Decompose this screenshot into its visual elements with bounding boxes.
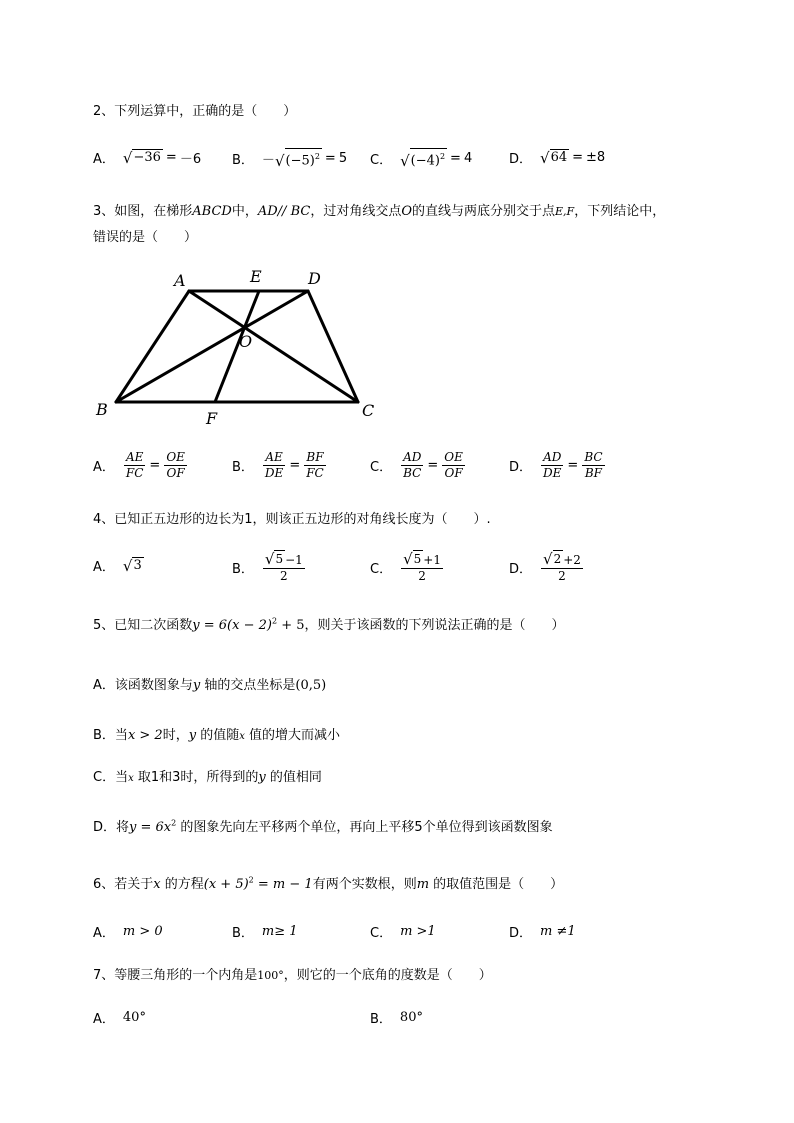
- fraction: [263, 450, 285, 481]
- option-label: A．: [93, 560, 115, 575]
- trapezoid-figure: [93, 262, 393, 428]
- fraction: [401, 450, 423, 481]
- q5-option-c[interactable]: [93, 766, 322, 785]
- equals-sign: =: [324, 151, 336, 167]
- fraction: √ 2 +2 2: [543, 550, 581, 583]
- question-2-stem: 2、下列运算中，正确的是（ ）: [93, 104, 297, 119]
- q4-option-d[interactable]: [509, 550, 584, 584]
- fraction: √ 5 −1 2: [264, 550, 303, 583]
- question-7-stem: [93, 964, 492, 983]
- fraction: [541, 450, 563, 481]
- option-label: A．: [93, 460, 115, 475]
- points-label: E,F: [555, 205, 575, 218]
- denominator: 2: [280, 569, 288, 583]
- sqrt: √ 64: [540, 149, 568, 167]
- exponent: 2: [439, 152, 446, 161]
- stem-text: 中，: [231, 204, 258, 219]
- option-text: 当: [115, 770, 129, 785]
- equals-sign: =: [427, 458, 439, 473]
- equals-sign: =: [289, 458, 301, 473]
- radicand: (−4): [410, 153, 440, 169]
- stem-text: 有两个实数根，则: [312, 877, 417, 892]
- segment-ef: [215, 291, 259, 402]
- denominator: DE: [264, 466, 284, 480]
- question-7-options: [93, 1008, 733, 1042]
- fraction: [442, 450, 465, 481]
- sqrt: √ $(-4)^2$: [400, 148, 447, 169]
- result: ±8: [586, 150, 606, 165]
- question-2-options: [93, 148, 733, 182]
- stem-text: 的方程: [160, 877, 204, 892]
- q4-option-c[interactable]: [370, 550, 444, 584]
- function-expression-tail: + 5: [277, 618, 305, 633]
- option-text: 时，: [162, 728, 189, 743]
- q2-option-c[interactable]: [370, 148, 472, 169]
- radicand: 64: [550, 150, 568, 165]
- exponent: 2: [248, 875, 254, 885]
- option-label: B．: [93, 728, 115, 743]
- option-text: 该函数图象与: [114, 678, 193, 693]
- equation-tail: = m − 1: [253, 877, 313, 892]
- stem-text: 的直线与两底分别交于点: [412, 204, 556, 219]
- denominator: 2: [418, 569, 426, 583]
- stem-text: ，则关于该函数的下列说法正确的是（ ）: [304, 618, 565, 633]
- q5-option-d[interactable]: [93, 816, 553, 835]
- result: 5: [338, 151, 348, 167]
- fraction: [124, 450, 146, 481]
- option-label: C．: [93, 770, 116, 785]
- stem-text: 7、等腰三角形的一个内角是: [93, 968, 258, 983]
- option-label: B．: [232, 926, 254, 941]
- question-6-options: [93, 922, 733, 956]
- numerator: AE: [265, 450, 283, 464]
- option-text: 当: [114, 728, 128, 743]
- option-expression: m >1: [400, 924, 436, 939]
- question-6-stem: [93, 873, 563, 892]
- q2-option-a[interactable]: [93, 148, 201, 167]
- label-a: A: [174, 271, 186, 290]
- numerator: AD: [543, 450, 562, 464]
- side-ab: [116, 291, 189, 402]
- option-label: D．: [509, 926, 533, 941]
- radicand: (−5): [285, 153, 315, 169]
- result: 4: [463, 151, 473, 167]
- equals-sign: =: [567, 458, 579, 473]
- radicand: 5: [275, 552, 284, 566]
- q3-option-a[interactable]: [93, 450, 188, 481]
- denominator: 2: [558, 569, 566, 583]
- sqrt: √ 3: [122, 557, 142, 575]
- option-value: 80°: [399, 1010, 423, 1025]
- stem-text: 的取值范围是（ ）: [429, 877, 564, 892]
- function-expression: y = 6x: [129, 820, 172, 835]
- label-e: E: [250, 267, 262, 286]
- equals-sign: =: [572, 150, 584, 165]
- radicand: 2: [553, 552, 562, 566]
- q5-option-b[interactable]: [93, 724, 340, 743]
- label-b: B: [96, 400, 108, 419]
- option-text: 值的增大而减小: [244, 728, 340, 743]
- option-text: 的值随: [196, 728, 240, 743]
- numerator: AD: [403, 450, 422, 464]
- option-label: B．: [370, 1012, 392, 1027]
- variable: m: [416, 877, 430, 892]
- question-4-options: [93, 550, 733, 584]
- denominator: FC: [125, 466, 144, 480]
- option-label: A．: [93, 678, 115, 693]
- result: －6: [179, 152, 202, 167]
- q4-option-a[interactable]: [93, 556, 144, 575]
- q7-option-b[interactable]: [370, 1008, 423, 1027]
- sqrt: √ $(-5)^2$: [275, 148, 322, 169]
- fraction: [304, 450, 326, 481]
- question-3-stem-line2: 错误的是（ ）: [93, 230, 198, 245]
- point: (0,5): [295, 678, 327, 693]
- numerator-rest: −1: [285, 553, 303, 567]
- exponent: 2: [271, 616, 278, 626]
- option-label: D．: [509, 460, 533, 475]
- denominator: DE: [543, 466, 562, 480]
- numerator: BC: [584, 450, 603, 464]
- equals-sign: =: [165, 150, 177, 165]
- label-o: O: [239, 332, 253, 351]
- numerator-rest: +1: [423, 553, 441, 567]
- condition: x > 2: [127, 728, 163, 743]
- numerator-rest: +2: [563, 553, 581, 567]
- option-label: D．: [509, 561, 533, 577]
- q5-option-a[interactable]: [93, 674, 326, 693]
- variable: y: [192, 678, 201, 693]
- option-value: 40°: [122, 1010, 146, 1025]
- option-expression: m≥ 1: [261, 924, 298, 939]
- fraction: √ 5 +1 2: [403, 550, 441, 583]
- variable: y: [258, 770, 266, 785]
- radicand: 5: [413, 552, 422, 566]
- stem-text: ，则它的一个底角的度数是（ ）: [283, 968, 492, 983]
- stem-text: 6、若关于: [93, 877, 154, 892]
- q3-option-d[interactable]: [509, 450, 606, 481]
- exponent: 2: [171, 818, 177, 828]
- option-label: C．: [370, 926, 393, 941]
- numerator: OE: [166, 450, 185, 464]
- radicand: 3: [133, 558, 142, 573]
- option-label: C．: [370, 561, 393, 577]
- question-3-options: [93, 450, 733, 484]
- q3-option-c[interactable]: [370, 450, 466, 481]
- equals-sign: =: [450, 151, 461, 167]
- denominator: OF: [166, 466, 185, 480]
- denominator: FC: [306, 466, 324, 480]
- option-label: D．: [509, 152, 533, 167]
- variable: x: [128, 773, 134, 784]
- option-text: 将: [116, 820, 130, 835]
- option-expression: m ≠1: [540, 924, 576, 939]
- equals-sign: =: [149, 458, 161, 473]
- stem-text: ，下列结论中，: [574, 204, 666, 219]
- option-label: A．: [93, 1012, 115, 1027]
- exponent: 2: [314, 152, 320, 161]
- q7-option-a[interactable]: [93, 1008, 146, 1027]
- denominator: BC: [403, 466, 422, 480]
- fraction: [164, 450, 187, 481]
- prefix-sign: －: [261, 153, 275, 169]
- option-label: B．: [232, 561, 254, 577]
- trapezoid-name: ABCD: [192, 204, 232, 219]
- numerator: AE: [125, 450, 144, 464]
- option-text: 取1和3时，所得到的: [133, 770, 259, 785]
- option-label: A．: [93, 926, 115, 941]
- q2-option-b[interactable]: [232, 148, 347, 169]
- option-label: A．: [93, 152, 115, 167]
- variable: x: [153, 877, 161, 892]
- denominator: BF: [584, 466, 602, 480]
- option-text: 的图象先向左平移两个单位，再向上平移5个单位得到该函数图象: [176, 820, 553, 835]
- q2-option-d[interactable]: [509, 148, 605, 167]
- option-text: 轴的交点坐标是: [200, 678, 296, 693]
- stem-text: 3、如图，在梯形: [93, 204, 193, 219]
- question-3-stem: [93, 200, 665, 219]
- variable: x: [239, 731, 245, 742]
- option-label: C．: [370, 460, 393, 475]
- option-label: B．: [232, 460, 254, 475]
- option-label: B．: [232, 153, 254, 169]
- label-f: F: [206, 409, 218, 428]
- stem-text: 5、已知二次函数: [93, 618, 193, 633]
- question-4-stem: 4、已知正五边形的边长为1，则该正五边形的对角线长度为（ ）.: [93, 512, 491, 527]
- q6-option-c[interactable]: [370, 922, 436, 941]
- option-expression: m > 0: [122, 924, 163, 939]
- function-expression: y = 6(x − 2): [192, 618, 272, 633]
- question-5-stem: [93, 614, 565, 633]
- point-label: O: [401, 204, 412, 219]
- numerator: OE: [444, 450, 463, 464]
- q6-option-b[interactable]: [232, 922, 298, 941]
- trapezoid-lines: [116, 291, 358, 402]
- parallel-relation: AD// BC: [257, 204, 311, 219]
- option-text: 的值相同: [265, 770, 322, 785]
- option-label: C．: [370, 153, 393, 169]
- q3-option-b[interactable]: [232, 450, 327, 481]
- option-label: D．: [93, 820, 117, 835]
- label-c: C: [362, 401, 375, 420]
- numerator: BF: [306, 450, 324, 464]
- q6-option-d[interactable]: [509, 922, 576, 941]
- variable: y: [188, 728, 197, 743]
- sqrt: √ −36: [122, 149, 161, 167]
- q4-option-b[interactable]: [232, 550, 306, 584]
- denominator: OF: [444, 466, 463, 480]
- label-d: D: [308, 269, 321, 288]
- stem-text: ，过对角线交点: [310, 204, 402, 219]
- angle-value: 100°: [257, 969, 284, 982]
- q6-option-a[interactable]: [93, 922, 163, 941]
- radicand: −36: [133, 150, 161, 165]
- equation: (x + 5): [203, 877, 249, 892]
- fraction: [582, 450, 604, 481]
